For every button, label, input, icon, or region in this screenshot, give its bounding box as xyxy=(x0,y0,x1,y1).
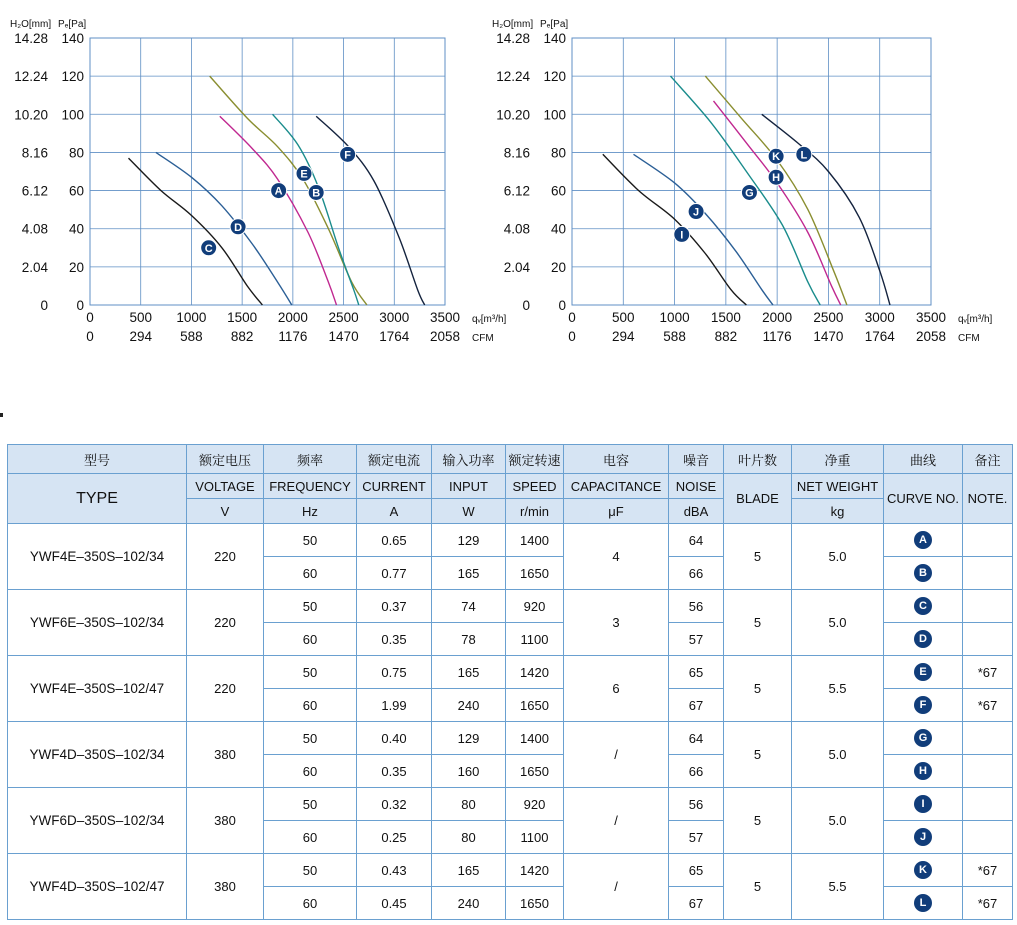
pa-tick-label: 40 xyxy=(550,221,566,237)
cfm-tick-label: 1176 xyxy=(278,329,308,344)
cfm-tick-label: 1470 xyxy=(328,329,359,344)
noise-cell: 64 xyxy=(669,722,724,755)
header-unit-current: A xyxy=(357,499,432,524)
curve-badge: D xyxy=(914,630,932,648)
pa-tick-label: 140 xyxy=(61,31,84,46)
curve-i-label: I xyxy=(680,229,684,242)
header-en-blade: BLADE xyxy=(724,474,792,524)
speed-cell: 920 xyxy=(506,590,564,623)
model-cell: YWF6E–350S–102/34 xyxy=(8,590,187,656)
header-en-voltage: VOLTAGE xyxy=(187,474,264,499)
x-tick-label: 3500 xyxy=(915,310,947,325)
weight-cell: 5.5 xyxy=(792,854,884,920)
note-cell xyxy=(963,557,1013,590)
note-cell: *67 xyxy=(963,656,1013,689)
model-cell: YWF4D–350S–102/47 xyxy=(8,854,187,920)
speed-cell: 1650 xyxy=(506,557,564,590)
curve-cell xyxy=(884,689,963,722)
h2o-tick-label: 0 xyxy=(522,298,530,313)
speed-cell: 1100 xyxy=(506,821,564,854)
curve-l-line xyxy=(762,114,890,305)
h2o-tick-label: 10.20 xyxy=(496,107,530,123)
x-axis-label-flow: qᵥ[m³/h] xyxy=(958,314,993,325)
capacitance-cell: / xyxy=(564,788,669,854)
h2o-tick-label: 14.28 xyxy=(14,31,48,46)
header-en-noise: NOISE xyxy=(669,474,724,499)
capacitance-cell: / xyxy=(564,854,669,920)
speed-cell: 1400 xyxy=(506,524,564,557)
curve-j-label: J xyxy=(693,206,700,219)
header-en-note: NOTE. xyxy=(963,474,1013,524)
curve-cell xyxy=(884,854,963,887)
current-cell: 0.25 xyxy=(357,821,432,854)
pa-tick-label: 0 xyxy=(76,298,84,313)
header-unit-capacitance: μF xyxy=(564,499,669,524)
cfm-tick-label: 294 xyxy=(612,329,635,344)
x-tick-label: 2000 xyxy=(762,310,793,325)
header-en-current: CURRENT xyxy=(357,474,432,499)
h2o-tick-label: 4.08 xyxy=(503,221,530,237)
note-cell xyxy=(963,755,1013,788)
curve-badge: E xyxy=(914,663,932,681)
header-cn-note: 备注 xyxy=(963,445,1013,474)
voltage-cell: 220 xyxy=(187,590,264,656)
blade-cell: 5 xyxy=(724,854,792,920)
current-cell: 0.75 xyxy=(357,656,432,689)
model-cell: YWF6D–350S–102/34 xyxy=(8,788,187,854)
h2o-tick-label: 4.08 xyxy=(21,221,48,237)
x-tick-label: 1000 xyxy=(659,310,690,325)
grid-lines xyxy=(90,38,445,305)
header-cn-speed: 额定转速 xyxy=(506,445,564,474)
cfm-tick-label: 0 xyxy=(568,329,576,344)
current-cell: 0.40 xyxy=(357,722,432,755)
capacitance-cell: / xyxy=(564,722,669,788)
header-cn-capacitance: 电容 xyxy=(564,445,669,474)
input-cell: 240 xyxy=(432,887,506,920)
curve-cell xyxy=(884,557,963,590)
pa-tick-label: 60 xyxy=(550,183,566,199)
frequency-cell: 60 xyxy=(264,557,357,590)
frequency-cell: 50 xyxy=(264,524,357,557)
curve-cell xyxy=(884,656,963,689)
cfm-tick-label: 0 xyxy=(86,329,94,344)
pa-tick-label: 140 xyxy=(543,31,566,46)
curve-l-label: L xyxy=(800,149,808,162)
curve-badge: I xyxy=(914,795,932,813)
pa-tick-label: 0 xyxy=(558,298,566,313)
curve-f-line xyxy=(316,116,425,305)
h2o-tick-label: 14.28 xyxy=(496,31,530,46)
pa-tick-label: 60 xyxy=(68,183,84,199)
note-cell xyxy=(963,788,1013,821)
blade-cell: 5 xyxy=(724,788,792,854)
pa-tick-label: 120 xyxy=(543,69,566,85)
curve-a-label: A xyxy=(274,185,283,198)
voltage-cell: 220 xyxy=(187,656,264,722)
pa-tick-label: 40 xyxy=(68,221,84,237)
table-row xyxy=(8,524,1013,557)
x-axis-label-cfm: CFM xyxy=(958,333,980,344)
weight-cell: 5.0 xyxy=(792,590,884,656)
h2o-tick-label: 2.04 xyxy=(503,259,530,275)
pa-tick-label: 20 xyxy=(550,259,566,275)
curve-cell xyxy=(884,623,963,656)
bullet-mark xyxy=(0,413,3,417)
current-cell: 0.32 xyxy=(357,788,432,821)
speed-cell: 1650 xyxy=(506,755,564,788)
current-cell: 0.77 xyxy=(357,557,432,590)
noise-cell: 56 xyxy=(669,788,724,821)
noise-cell: 57 xyxy=(669,821,724,854)
frequency-cell: 60 xyxy=(264,887,357,920)
header-cn-type: 型号 xyxy=(8,445,187,474)
frequency-cell: 60 xyxy=(264,623,357,656)
pa-tick-label: 100 xyxy=(543,107,566,123)
h2o-tick-label: 0 xyxy=(40,298,48,313)
current-cell: 0.35 xyxy=(357,623,432,656)
weight-cell: 5.5 xyxy=(792,656,884,722)
x-tick-label: 2500 xyxy=(328,310,359,325)
curve-c-label: C xyxy=(204,242,213,255)
x-tick-label: 3500 xyxy=(429,310,461,325)
performance-chart-left xyxy=(0,0,520,360)
curve-badge: A xyxy=(914,531,932,549)
cfm-tick-label: 294 xyxy=(129,329,152,344)
weight-cell: 5.0 xyxy=(792,524,884,590)
cfm-tick-label: 1470 xyxy=(813,329,844,344)
spec-table xyxy=(7,444,1013,920)
note-cell xyxy=(963,590,1013,623)
blade-cell: 5 xyxy=(724,722,792,788)
header-en-weight: NET WEIGHT xyxy=(792,474,884,499)
spec-table-head xyxy=(8,445,1013,524)
header-cn-noise: 噪音 xyxy=(669,445,724,474)
weight-cell: 5.0 xyxy=(792,788,884,854)
note-cell: *67 xyxy=(963,854,1013,887)
input-cell: 160 xyxy=(432,755,506,788)
x-tick-label: 1500 xyxy=(227,310,258,325)
speed-cell: 920 xyxy=(506,788,564,821)
header-en-input: INPUT xyxy=(432,474,506,499)
header-row-en xyxy=(8,474,1013,499)
input-cell: 165 xyxy=(432,656,506,689)
noise-cell: 65 xyxy=(669,656,724,689)
header-unit-weight: kg xyxy=(792,499,884,524)
curve-cell xyxy=(884,887,963,920)
noise-cell: 65 xyxy=(669,854,724,887)
frequency-cell: 50 xyxy=(264,656,357,689)
note-cell xyxy=(963,722,1013,755)
performance-chart-right xyxy=(490,0,1017,360)
header-en-speed: SPEED xyxy=(506,474,564,499)
curve-badge: F xyxy=(914,696,932,714)
x-tick-label: 3000 xyxy=(379,310,410,325)
note-cell xyxy=(963,524,1013,557)
input-cell: 165 xyxy=(432,854,506,887)
note-cell xyxy=(963,623,1013,656)
x-tick-label: 500 xyxy=(129,310,152,325)
x-tick-label: 2500 xyxy=(813,310,844,325)
input-cell: 80 xyxy=(432,821,506,854)
header-unit-noise: dBA xyxy=(669,499,724,524)
x-tick-label: 1500 xyxy=(710,310,741,325)
model-cell: YWF4D–350S–102/34 xyxy=(8,722,187,788)
cfm-tick-label: 588 xyxy=(663,329,686,344)
model-cell: YWF4E–350S–102/47 xyxy=(8,656,187,722)
header-cn-voltage: 额定电压 xyxy=(187,445,264,474)
curve-badge: L xyxy=(914,894,932,912)
blade-cell: 5 xyxy=(724,590,792,656)
cfm-tick-label: 588 xyxy=(180,329,203,344)
cfm-tick-label: 1764 xyxy=(379,329,410,344)
speed-cell: 1420 xyxy=(506,656,564,689)
curve-g-label: G xyxy=(745,187,754,200)
voltage-cell: 380 xyxy=(187,854,264,920)
frequency-cell: 50 xyxy=(264,590,357,623)
input-cell: 240 xyxy=(432,689,506,722)
current-cell: 0.65 xyxy=(357,524,432,557)
voltage-cell: 220 xyxy=(187,524,264,590)
curve-cell xyxy=(884,590,963,623)
x-axis-label-cfm: CFM xyxy=(472,333,494,344)
note-cell xyxy=(963,821,1013,854)
curve-cell xyxy=(884,821,963,854)
noise-cell: 66 xyxy=(669,755,724,788)
x-tick-label: 0 xyxy=(86,310,94,325)
frequency-cell: 60 xyxy=(264,755,357,788)
frequency-cell: 50 xyxy=(264,854,357,887)
h2o-tick-label: 6.12 xyxy=(21,183,48,199)
table-row xyxy=(8,590,1013,623)
y-axis-label-pa: Pₑ[Pa] xyxy=(58,19,87,30)
header-en-curve: CURVE NO. xyxy=(884,474,963,524)
curve-cell xyxy=(884,788,963,821)
header-cn-input: 输入功率 xyxy=(432,445,506,474)
curve-d-label: D xyxy=(234,221,243,234)
x-tick-label: 1000 xyxy=(176,310,207,325)
speed-cell: 1420 xyxy=(506,854,564,887)
y-axis-label-pa: Pₑ[Pa] xyxy=(540,19,569,30)
current-cell: 0.37 xyxy=(357,590,432,623)
header-unit-speed: r/min xyxy=(506,499,564,524)
noise-cell: 66 xyxy=(669,557,724,590)
h2o-tick-label: 8.16 xyxy=(503,145,530,161)
h2o-tick-label: 6.12 xyxy=(503,183,530,199)
frequency-cell: 60 xyxy=(264,689,357,722)
header-cn-frequency: 频率 xyxy=(264,445,357,474)
current-cell: 1.99 xyxy=(357,689,432,722)
voltage-cell: 380 xyxy=(187,788,264,854)
header-en-frequency: FREQUENCY xyxy=(264,474,357,499)
capacitance-cell: 3 xyxy=(564,590,669,656)
header-row-cn xyxy=(8,445,1013,474)
cfm-tick-label: 882 xyxy=(230,329,254,344)
input-cell: 80 xyxy=(432,788,506,821)
header-unit-input: W xyxy=(432,499,506,524)
blade-cell: 5 xyxy=(724,656,792,722)
h2o-tick-label: 8.16 xyxy=(21,145,48,161)
cfm-tick-label: 2058 xyxy=(915,329,947,344)
note-cell: *67 xyxy=(963,689,1013,722)
input-cell: 165 xyxy=(432,557,506,590)
model-cell: YWF4E–350S–102/34 xyxy=(8,524,187,590)
curve-h-label: H xyxy=(772,172,781,185)
y-axis-label-h2o: H₂O[mm] xyxy=(492,19,534,30)
x-axis-label-flow: qᵥ[m³/h] xyxy=(472,314,507,325)
noise-cell: 67 xyxy=(669,689,724,722)
header-cn-weight: 净重 xyxy=(792,445,884,474)
h2o-tick-label: 10.20 xyxy=(14,107,48,123)
spec-table-body xyxy=(8,524,1013,920)
cfm-tick-label: 882 xyxy=(714,329,738,344)
noise-cell: 67 xyxy=(669,887,724,920)
curve-cell xyxy=(884,755,963,788)
capacitance-cell: 4 xyxy=(564,524,669,590)
pa-tick-label: 100 xyxy=(61,107,84,123)
plot-frame xyxy=(90,38,445,305)
table-row xyxy=(8,722,1013,755)
curve-e-label: E xyxy=(300,168,308,181)
x-tick-label: 3000 xyxy=(864,310,895,325)
input-cell: 74 xyxy=(432,590,506,623)
curve-badge: J xyxy=(914,828,932,846)
x-tick-label: 0 xyxy=(568,310,576,325)
voltage-cell: 380 xyxy=(187,722,264,788)
pa-tick-label: 20 xyxy=(68,259,84,275)
curve-j-line xyxy=(634,154,774,305)
table-row xyxy=(8,656,1013,689)
speed-cell: 1400 xyxy=(506,722,564,755)
curve-cell xyxy=(884,722,963,755)
pa-tick-label: 80 xyxy=(68,145,84,161)
weight-cell: 5.0 xyxy=(792,722,884,788)
h2o-tick-label: 12.24 xyxy=(496,69,530,85)
capacitance-cell: 6 xyxy=(564,656,669,722)
curve-f-label: F xyxy=(344,149,351,162)
input-cell: 129 xyxy=(432,722,506,755)
curve-k-label: K xyxy=(772,151,781,164)
frequency-cell: 60 xyxy=(264,821,357,854)
header-cn-curve: 曲线 xyxy=(884,445,963,474)
cfm-tick-label: 1176 xyxy=(762,329,792,344)
curve-badge: G xyxy=(914,729,932,747)
h2o-tick-label: 12.24 xyxy=(14,69,48,85)
note-cell: *67 xyxy=(963,887,1013,920)
header-unit-voltage: V xyxy=(187,499,264,524)
cfm-tick-label: 2058 xyxy=(429,329,461,344)
pa-tick-label: 80 xyxy=(550,145,566,161)
current-cell: 0.35 xyxy=(357,755,432,788)
curve-badge: C xyxy=(914,597,932,615)
input-cell: 78 xyxy=(432,623,506,656)
curve-badge: H xyxy=(914,762,932,780)
header-en-capacitance: CAPACITANCE xyxy=(564,474,669,499)
curve-b-label: B xyxy=(312,187,321,200)
x-tick-label: 500 xyxy=(612,310,635,325)
input-cell: 129 xyxy=(432,524,506,557)
header-cn-blade: 叶片数 xyxy=(724,445,792,474)
curve-badge: K xyxy=(914,861,932,879)
y-axis-label-h2o: H₂O[mm] xyxy=(10,19,52,30)
current-cell: 0.43 xyxy=(357,854,432,887)
blade-cell: 5 xyxy=(724,524,792,590)
cfm-tick-label: 1764 xyxy=(864,329,895,344)
table-row xyxy=(8,854,1013,887)
curve-badge: B xyxy=(914,564,932,582)
frequency-cell: 50 xyxy=(264,722,357,755)
header-cn-current: 额定电流 xyxy=(357,445,432,474)
speed-cell: 1650 xyxy=(506,689,564,722)
pa-tick-label: 120 xyxy=(61,69,84,85)
header-unit-frequency: Hz xyxy=(264,499,357,524)
noise-cell: 57 xyxy=(669,623,724,656)
table-row xyxy=(8,788,1013,821)
x-tick-label: 2000 xyxy=(277,310,308,325)
frequency-cell: 50 xyxy=(264,788,357,821)
speed-cell: 1100 xyxy=(506,623,564,656)
current-cell: 0.45 xyxy=(357,887,432,920)
curve-cell xyxy=(884,524,963,557)
noise-cell: 56 xyxy=(669,590,724,623)
noise-cell: 64 xyxy=(669,524,724,557)
speed-cell: 1650 xyxy=(506,887,564,920)
header-type: TYPE xyxy=(8,474,187,524)
h2o-tick-label: 2.04 xyxy=(21,259,48,275)
